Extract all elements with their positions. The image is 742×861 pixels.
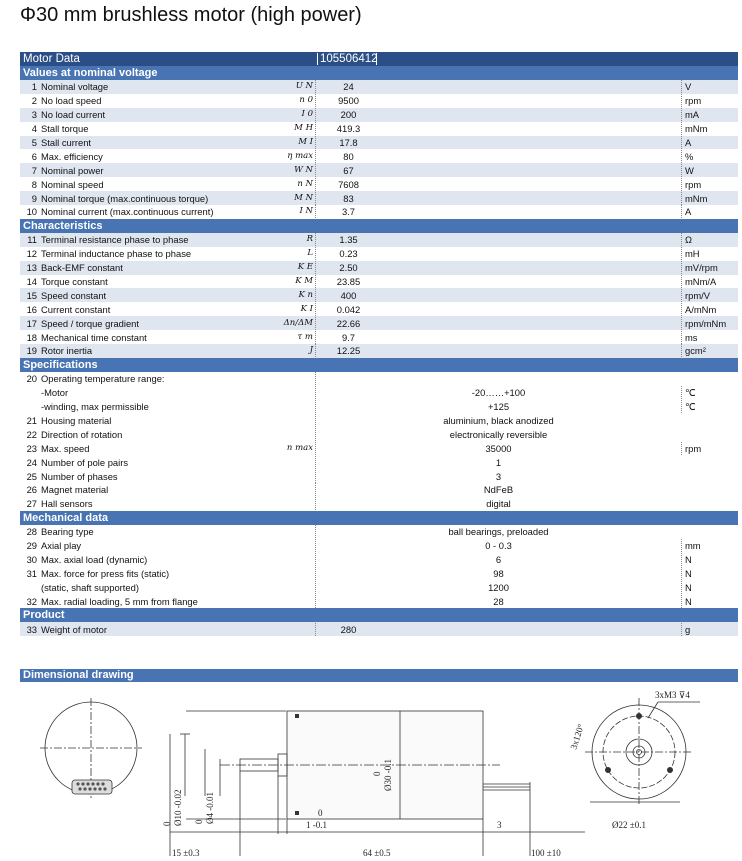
row-name: Axial play bbox=[41, 540, 82, 552]
row-number: 32 bbox=[26, 595, 37, 607]
row-unit: mV/rpm bbox=[681, 261, 734, 274]
row-symbol: Δn/ΔM bbox=[283, 317, 313, 328]
row-value: NdFeB bbox=[483, 484, 514, 496]
front-view bbox=[585, 698, 700, 806]
row-unit: W bbox=[681, 164, 734, 177]
row-symbol: J bbox=[309, 345, 313, 356]
row-number: 5 bbox=[31, 137, 37, 148]
row-number: 14 bbox=[26, 276, 37, 288]
row-number: 11 bbox=[27, 234, 37, 246]
row-value: digital bbox=[486, 498, 511, 510]
row-number: 24 bbox=[26, 456, 37, 468]
row-number: 3 bbox=[31, 109, 37, 121]
row-value: 28 bbox=[493, 595, 504, 607]
row-symbol: K n bbox=[298, 289, 313, 300]
row-value: 3.7 bbox=[341, 206, 356, 218]
row-value: 80 bbox=[343, 150, 354, 162]
row-value: 35000 bbox=[485, 442, 512, 454]
row-name: Current constant bbox=[41, 303, 111, 315]
row-name: Stall current bbox=[41, 137, 92, 148]
header-part-number: 105506412 bbox=[317, 53, 377, 65]
table-row bbox=[20, 539, 738, 553]
row-value: -20……+100 bbox=[471, 387, 526, 399]
row-symbol: K I bbox=[300, 303, 313, 314]
row-symbol: K E bbox=[297, 262, 313, 273]
row-name: Number of pole pairs bbox=[41, 456, 129, 468]
row-symbol: τ m bbox=[297, 331, 313, 342]
row-name: Mechanical time constant bbox=[41, 331, 147, 343]
row-name: Nominal speed bbox=[41, 178, 104, 190]
row-value: 400 bbox=[340, 289, 357, 301]
table-row bbox=[20, 247, 738, 261]
row-name: Max. speed bbox=[41, 442, 90, 454]
row-name: -Motor bbox=[41, 387, 69, 399]
row-unit: Ω bbox=[681, 233, 734, 246]
row-symbol: M H bbox=[294, 123, 313, 134]
table-row bbox=[20, 191, 738, 205]
header-name: Motor Data bbox=[23, 53, 80, 65]
row-name: Terminal resistance phase to phase bbox=[41, 234, 189, 246]
row-name: Nominal current (max.continuous current) bbox=[41, 206, 214, 218]
table-row bbox=[20, 580, 738, 594]
table-row bbox=[20, 427, 738, 441]
row-number: 23 bbox=[26, 442, 37, 454]
table-row bbox=[20, 497, 738, 511]
row-symbol: R bbox=[306, 234, 313, 245]
row-value: 22.66 bbox=[336, 317, 361, 329]
row-number: 21 bbox=[26, 415, 37, 427]
table-row bbox=[20, 344, 738, 358]
dim-lead-length: 100 ±10 bbox=[531, 848, 561, 858]
dim-pilot-top: 0 bbox=[162, 821, 172, 826]
row-value: +125 bbox=[487, 401, 510, 413]
row-number: 2 bbox=[31, 95, 37, 107]
row-name: Max. radial loading, 5 mm from flange bbox=[41, 595, 198, 607]
dim-shaft: Ø4 -0.01 bbox=[205, 792, 215, 824]
row-unit: N bbox=[681, 553, 734, 566]
row-number: 30 bbox=[26, 554, 37, 566]
dim-flange: 1 -0.1 bbox=[306, 820, 327, 830]
table-row bbox=[20, 414, 738, 428]
table-row bbox=[20, 288, 738, 302]
row-name: Hall sensors bbox=[41, 498, 93, 510]
row-number: 29 bbox=[26, 540, 37, 552]
table-row bbox=[20, 94, 738, 108]
row-symbol: I N bbox=[299, 206, 313, 217]
table-row bbox=[20, 177, 738, 191]
row-unit: mNm/A bbox=[681, 275, 734, 288]
row-number: 12 bbox=[26, 248, 37, 260]
row-symbol: K M bbox=[295, 276, 313, 287]
row-value: 67 bbox=[343, 164, 354, 176]
table-row bbox=[20, 622, 738, 636]
dim-3: 3 bbox=[497, 820, 502, 830]
row-unit: rpm/mNm bbox=[681, 317, 734, 330]
row-unit: A bbox=[681, 136, 734, 149]
row-unit: g bbox=[681, 623, 734, 636]
row-number: 7 bbox=[31, 164, 37, 176]
row-unit: N bbox=[681, 567, 734, 580]
table-row bbox=[20, 163, 738, 177]
row-number: 26 bbox=[26, 484, 37, 496]
page-title: Φ30 mm brushless motor (high power) bbox=[20, 4, 362, 26]
row-value: 17.8 bbox=[339, 137, 358, 148]
row-number: 27 bbox=[26, 498, 37, 510]
table-row bbox=[20, 372, 738, 386]
row-symbol: n N bbox=[297, 178, 313, 189]
row-name: Magnet material bbox=[41, 484, 109, 496]
row-symbol: η max bbox=[287, 150, 313, 161]
table-row bbox=[20, 122, 738, 136]
row-unit: ℃ bbox=[681, 386, 734, 399]
table-row bbox=[20, 205, 738, 219]
row-value: 98 bbox=[493, 567, 504, 579]
side-view bbox=[170, 711, 585, 856]
row-number: 33 bbox=[26, 623, 37, 635]
dim-bolt-circle: Ø22 ±0.1 bbox=[612, 820, 646, 830]
dim-overall-length: 64 ±0.5 bbox=[363, 848, 391, 858]
row-value: 83 bbox=[343, 192, 354, 204]
row-unit: mA bbox=[681, 108, 734, 121]
row-name: Max. force for press fits (static) bbox=[41, 567, 170, 579]
row-symbol: M N bbox=[294, 192, 313, 203]
row-unit: A bbox=[681, 205, 734, 218]
row-name: Speed constant bbox=[41, 289, 107, 301]
row-name: Max. axial load (dynamic) bbox=[41, 554, 148, 566]
row-value: 23.85 bbox=[336, 276, 361, 288]
row-value: 1 bbox=[495, 456, 502, 468]
row-value: 2.50 bbox=[339, 262, 358, 274]
row-value: 200 bbox=[340, 109, 357, 121]
row-number: 31 bbox=[26, 567, 37, 579]
row-value: 6 bbox=[495, 554, 502, 566]
table-row bbox=[20, 483, 738, 497]
row-value: 1200 bbox=[488, 581, 509, 593]
table-row bbox=[20, 441, 738, 455]
row-name: Rotor inertia bbox=[41, 345, 93, 357]
row-value: 24 bbox=[343, 81, 354, 93]
row-number: 8 bbox=[31, 178, 37, 190]
table-row bbox=[20, 400, 738, 414]
table-row bbox=[20, 330, 738, 344]
dim-shaft-top: 0 bbox=[194, 819, 204, 824]
row-unit: % bbox=[681, 150, 734, 163]
row-value: 9.7 bbox=[341, 331, 356, 343]
dim-flange-top: 0 bbox=[318, 808, 323, 818]
motor-data-table bbox=[20, 52, 738, 636]
row-value: 7608 bbox=[338, 178, 359, 190]
row-number: 15 bbox=[26, 289, 37, 301]
row-name: -winding, max permissible bbox=[41, 401, 149, 413]
row-unit: mNm bbox=[681, 192, 734, 205]
row-symbol: n 0 bbox=[299, 95, 313, 106]
table-row bbox=[20, 567, 738, 581]
dim-holes: 3xM3 ⊽4 bbox=[655, 690, 690, 700]
row-value: 12.25 bbox=[336, 345, 361, 357]
table-row bbox=[20, 455, 738, 469]
rear-view bbox=[40, 698, 142, 798]
row-number: 28 bbox=[26, 526, 37, 538]
section-mechanical: Mechanical data bbox=[20, 511, 738, 525]
row-name: No load current bbox=[41, 109, 106, 121]
row-name: Bearing type bbox=[41, 526, 94, 538]
row-number: 20 bbox=[26, 373, 37, 385]
row-number: 25 bbox=[26, 470, 37, 482]
row-name: Nominal power bbox=[41, 164, 104, 176]
dim-body-dia-top: 0 bbox=[372, 771, 382, 776]
dim-front-length: 15 ±0.3 bbox=[172, 848, 200, 858]
table-row bbox=[20, 469, 738, 483]
row-unit: mH bbox=[681, 247, 734, 260]
row-number: 16 bbox=[26, 303, 37, 315]
dimensional-drawing bbox=[0, 684, 742, 861]
row-unit: N bbox=[681, 595, 734, 608]
row-unit: mm bbox=[681, 539, 734, 552]
table-row bbox=[20, 233, 738, 247]
row-name: Number of phases bbox=[41, 470, 118, 482]
row-unit: ms bbox=[681, 331, 734, 344]
section-nominal: Values at nominal voltage bbox=[20, 66, 738, 80]
row-unit: rpm bbox=[681, 442, 734, 455]
row-name: Operating temperature range: bbox=[41, 373, 165, 385]
dim-pilot: Ø10 -0.02 bbox=[173, 789, 183, 826]
row-number: 13 bbox=[26, 262, 37, 274]
table-row bbox=[20, 316, 738, 330]
table-row bbox=[20, 108, 738, 122]
table-row bbox=[20, 136, 738, 150]
row-value: 9500 bbox=[338, 95, 359, 107]
table-row bbox=[20, 261, 738, 275]
section-product: Product bbox=[20, 608, 738, 622]
row-name: Back-EMF constant bbox=[41, 262, 123, 274]
row-name: Weight of motor bbox=[41, 623, 108, 635]
row-number: 19 bbox=[26, 345, 37, 357]
row-name: Housing material bbox=[41, 415, 112, 427]
row-value: 1.35 bbox=[339, 234, 358, 246]
row-name: Stall torque bbox=[41, 123, 89, 135]
row-value: 0.042 bbox=[336, 303, 361, 315]
row-name: Terminal inductance phase to phase bbox=[41, 248, 192, 260]
section-characteristics: Characteristics bbox=[20, 219, 738, 233]
row-unit: mNm bbox=[681, 122, 734, 135]
row-symbol: n max bbox=[286, 442, 313, 453]
section-specifications: Specifications bbox=[20, 358, 738, 372]
row-unit: rpm bbox=[681, 94, 734, 107]
row-symbol: U N bbox=[295, 81, 313, 92]
row-name: No load speed bbox=[41, 95, 102, 107]
row-symbol: W N bbox=[294, 164, 313, 175]
table-row bbox=[20, 594, 738, 608]
row-value: 419.3 bbox=[336, 123, 361, 135]
column-rule bbox=[315, 372, 316, 385]
row-number: 6 bbox=[31, 150, 37, 162]
row-unit: V bbox=[681, 80, 734, 93]
row-name: (static, shaft supported) bbox=[41, 581, 139, 593]
row-value: electronically reversible bbox=[449, 428, 548, 440]
row-name: Max. efficiency bbox=[41, 150, 103, 162]
row-unit: A/mNm bbox=[681, 303, 734, 316]
row-number: 10 bbox=[26, 206, 37, 218]
row-number: 4 bbox=[31, 123, 37, 135]
row-name: Nominal torque (max.continuous torque) bbox=[41, 192, 209, 204]
row-symbol: I 0 bbox=[301, 109, 313, 120]
row-unit: ℃ bbox=[681, 400, 734, 413]
row-value: 0.23 bbox=[339, 248, 358, 260]
row-number: 17 bbox=[26, 317, 37, 329]
row-symbol: L bbox=[307, 248, 313, 259]
row-name: Torque constant bbox=[41, 276, 108, 288]
drawing-header: Dimensional drawing bbox=[20, 669, 738, 682]
table-header bbox=[20, 52, 738, 66]
table-row bbox=[20, 302, 738, 316]
table-row bbox=[20, 553, 738, 567]
row-unit: N bbox=[681, 581, 734, 594]
dim-body-dia: Ø30 -0.1 bbox=[383, 759, 393, 791]
table-row bbox=[20, 80, 738, 94]
row-value: 0 - 0.3 bbox=[485, 540, 512, 552]
row-name: Speed / torque gradient bbox=[41, 317, 139, 329]
row-number: 1 bbox=[31, 81, 37, 93]
row-number: 9 bbox=[31, 192, 37, 204]
row-value: ball bearings, preloaded bbox=[448, 526, 549, 538]
table-row bbox=[20, 149, 738, 163]
row-name: Nominal voltage bbox=[41, 81, 109, 93]
row-value: 280 bbox=[340, 623, 357, 635]
table-row bbox=[20, 525, 738, 539]
dim-angle: 3x120° bbox=[568, 722, 586, 751]
row-number: 18 bbox=[26, 331, 37, 343]
row-unit: rpm bbox=[681, 178, 734, 191]
table-row bbox=[20, 275, 738, 289]
row-unit: gcm² bbox=[681, 344, 734, 357]
row-number: 22 bbox=[26, 428, 37, 440]
row-symbol: M I bbox=[298, 137, 313, 147]
row-value: 3 bbox=[495, 470, 502, 482]
table-row bbox=[20, 386, 738, 400]
row-name: Direction of rotation bbox=[41, 428, 123, 440]
row-value: aluminium, black anodized bbox=[443, 415, 554, 427]
row-unit: rpm/V bbox=[681, 289, 734, 302]
